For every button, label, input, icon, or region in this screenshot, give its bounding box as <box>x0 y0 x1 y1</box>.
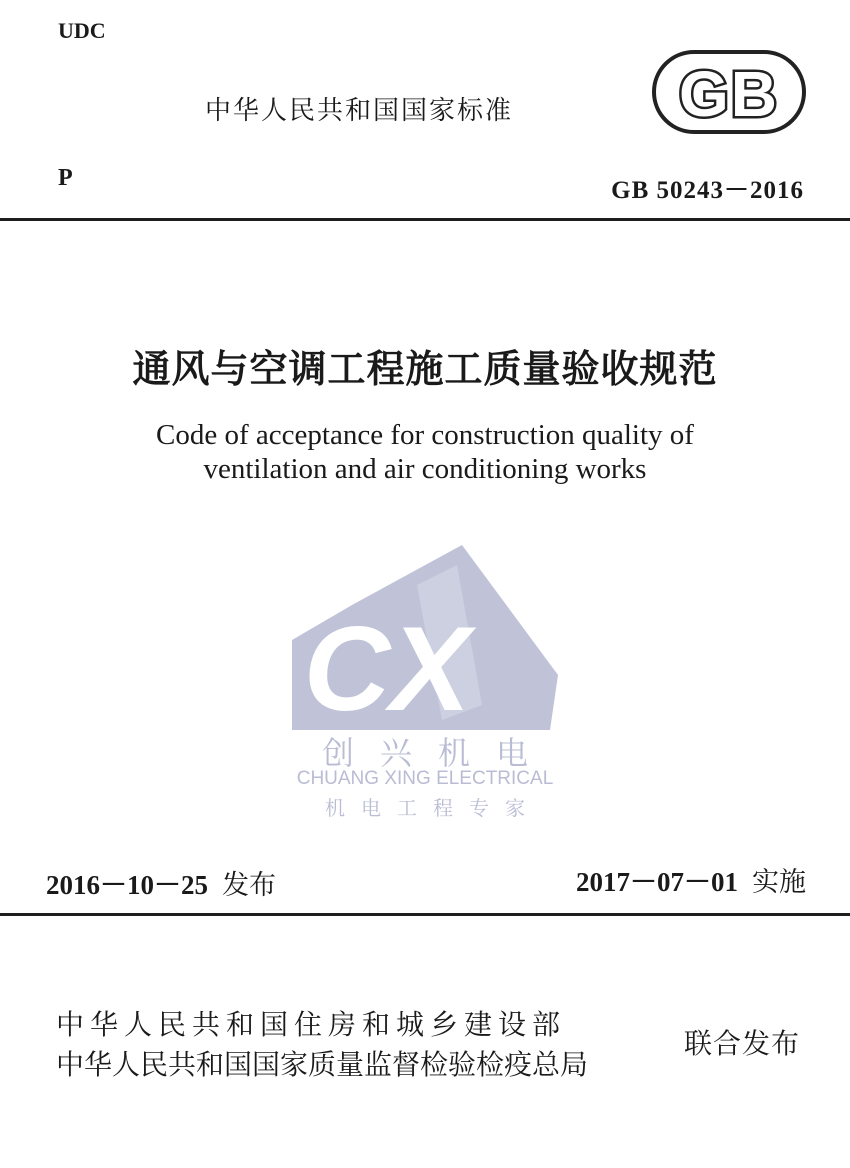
national-standard-heading: 中华人民共和国国家标准 <box>205 96 514 126</box>
watermark-english: CHUANG XING ELECTRICAL <box>296 768 554 789</box>
implement-date: 2017－07－01 <box>576 867 738 897</box>
gb-logo-text: GB <box>679 58 779 130</box>
implement-label: 实施 <box>752 867 806 898</box>
standard-number: GB 50243－2016 <box>611 177 804 204</box>
watermark-subtitle: 机电工程专家 <box>325 796 541 820</box>
watermark-logo <box>292 545 558 730</box>
bottom-divider <box>0 913 850 916</box>
gb-logo <box>652 50 806 134</box>
udc-label: UDC <box>58 18 106 43</box>
title-english-line-2: ventilation and air conditioning works <box>203 453 647 485</box>
joint-publish-label: 联合发布 <box>684 1027 801 1060</box>
issue-date-line <box>46 863 276 902</box>
top-divider <box>0 218 850 221</box>
issue-date: 2016－10－25 <box>46 870 208 900</box>
watermark-logo-text: CX <box>303 602 471 730</box>
publisher-line-1: 中华人民共和国住房和城乡建设部 <box>56 1008 567 1041</box>
implement-date-line <box>576 860 806 899</box>
title-english <box>0 418 850 486</box>
category-code: P <box>58 165 73 191</box>
watermark-chinese: 创兴机电 <box>321 734 554 772</box>
publisher-line-2: 中华人民共和国国家质量监督检验检疫总局 <box>56 1048 589 1081</box>
issue-label: 发布 <box>222 870 276 901</box>
title-english-line-1: Code of acceptance for construction quality of <box>156 419 694 451</box>
title-chinese: 通风与空调工程施工质量验收规范 <box>132 346 718 391</box>
